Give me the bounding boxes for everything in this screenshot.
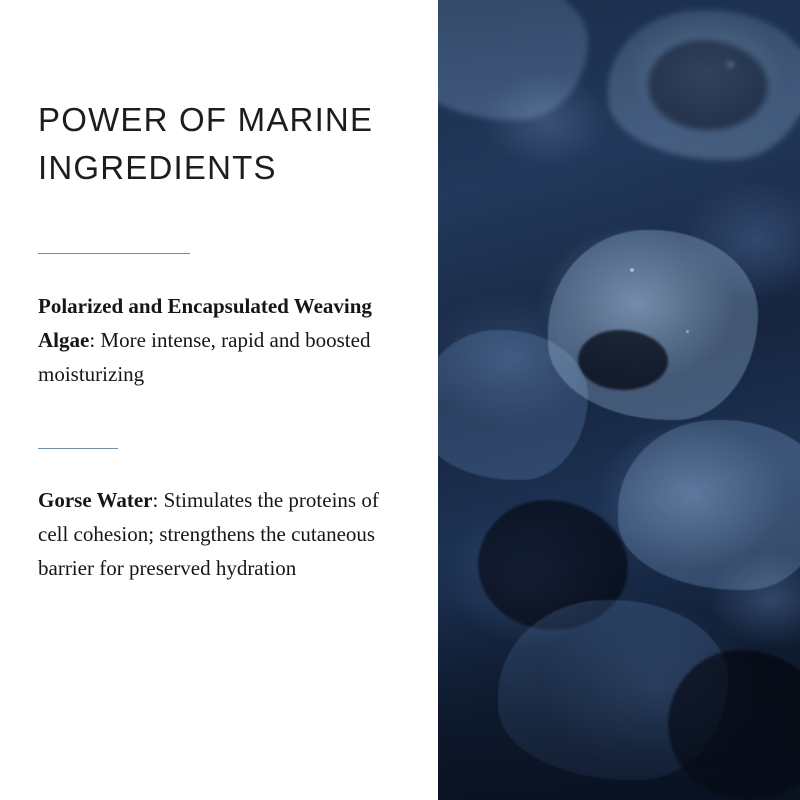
ingredient-term-2: Gorse Water bbox=[38, 487, 153, 512]
ingredient-description-1: More intense, rapid and boosted moisturizing bbox=[38, 327, 371, 386]
ingredient-block-1 bbox=[38, 289, 410, 391]
algae-speck-3 bbox=[686, 330, 689, 333]
page-title: POWER OF MARINE INGREDIENTS bbox=[38, 101, 374, 186]
divider-rule-1 bbox=[38, 253, 190, 254]
ingredient-block-2 bbox=[38, 483, 410, 585]
ingredient-separator-2: : bbox=[152, 487, 164, 512]
algae-top-blur bbox=[438, 0, 800, 180]
ingredient-term-1: Polarized and Encapsulated Weaving Algae bbox=[38, 293, 372, 352]
algae-bottom-blur bbox=[438, 600, 800, 800]
algae-frond-5 bbox=[578, 330, 668, 390]
ingredient-separator-1: : bbox=[89, 327, 101, 352]
marine-algae-photo bbox=[438, 0, 800, 800]
algae-frond-6 bbox=[438, 330, 588, 480]
algae-speck-2 bbox=[630, 268, 634, 272]
ingredient-description-2: Stimulates the proteins of cell cohesion; strengthens the cutaneous barrier for preserved hydration bbox=[38, 487, 379, 580]
divider-rule-2 bbox=[38, 448, 118, 449]
